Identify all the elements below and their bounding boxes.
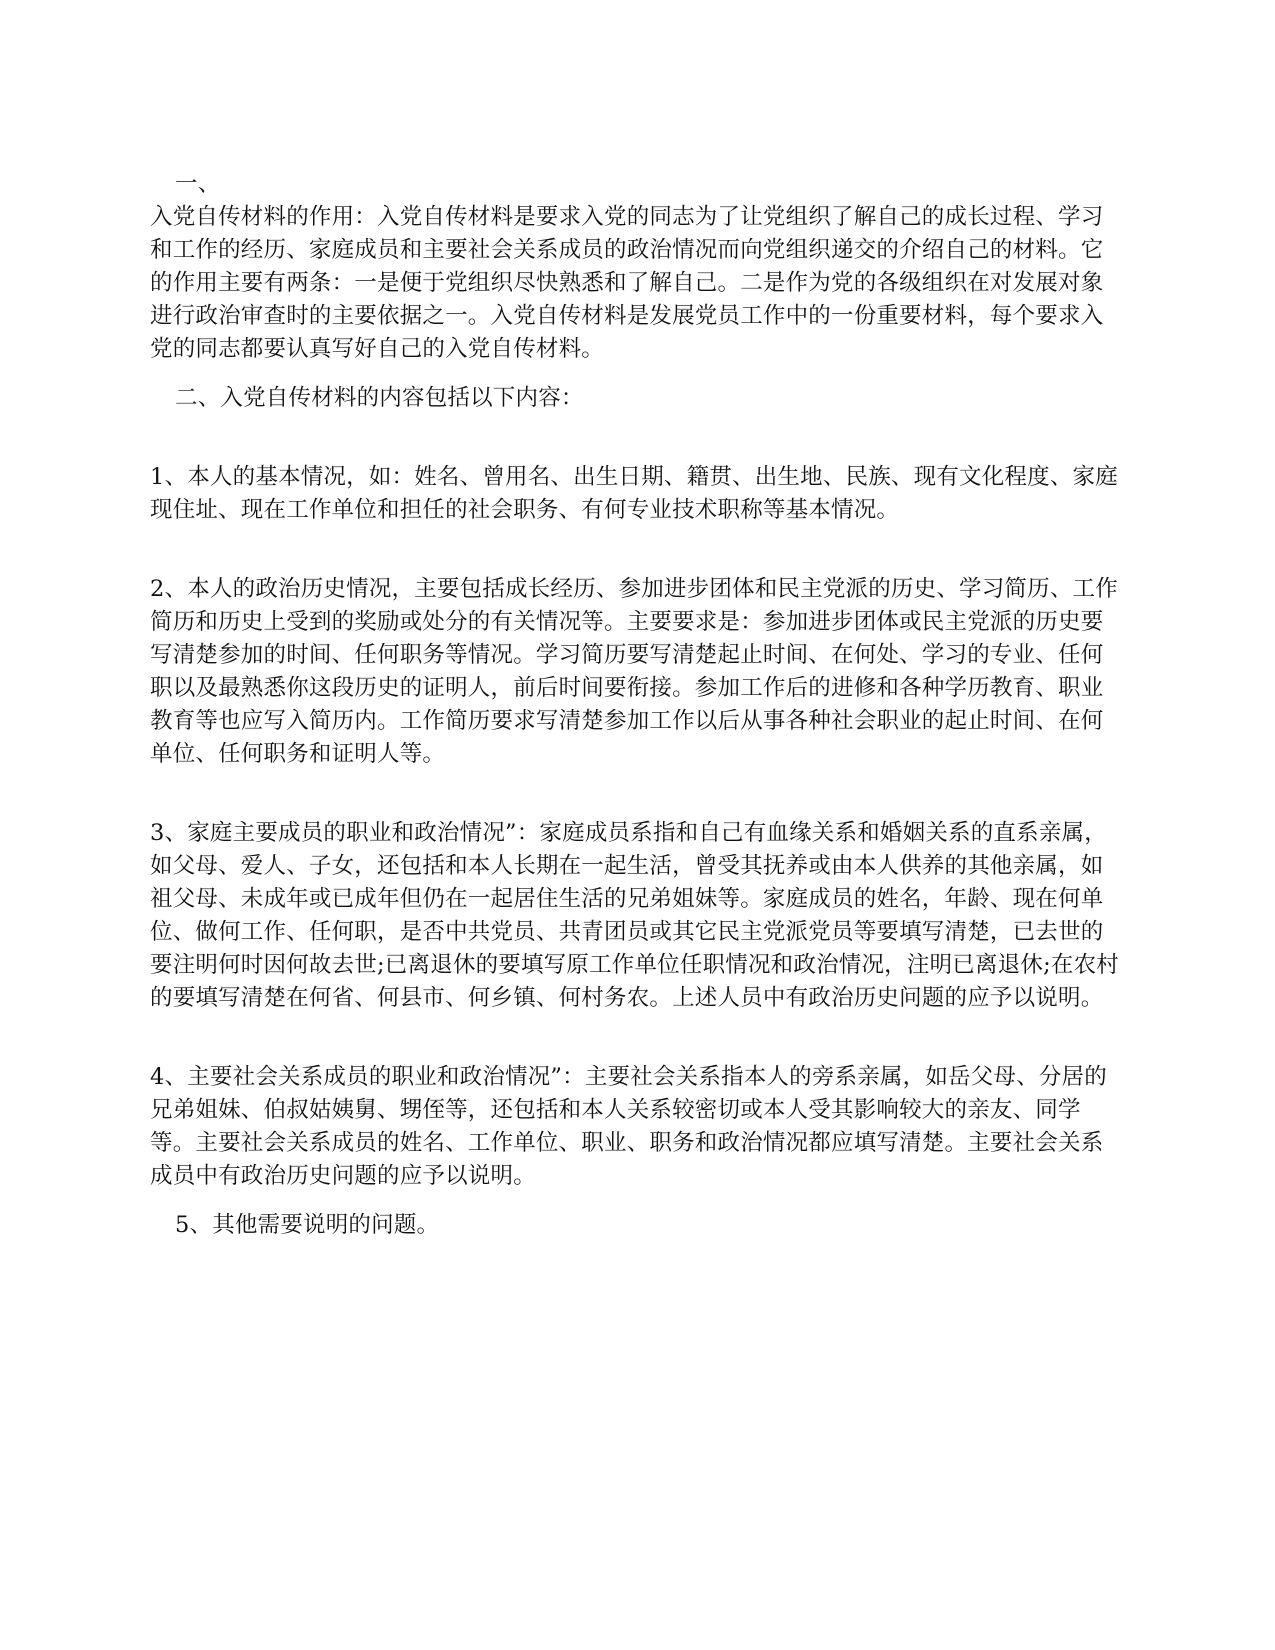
- paragraph-item-3: 3、家庭主要成员的职业和政治情况”：家庭成员系指和自己有血缘关系和婚姻关系的直系亲属，如父母、爱人、子女，还包括和本人长期在一起生活，曾受其抚养或由本人供养的其他亲属，如祖父母、未成年或已成年但仍在一起居住生活的兄弟姐妹等。家庭成员的姓名，年龄、现在何单位、做何工作、任何职，是否中共党员、共青团员或其它民主党派党员等要填写清楚，已去世的要注明何时因何故去世;已离退休的要填写原工作单位任职情况和政治情况，注明已离退休;在农村的要填写清楚在何省、何县市、何乡镇、何村务农。上述人员中有政治历史问题的应予以说明。: [150, 820, 1119, 1011]
- heading-section-two: 二、入党自传材料的内容包括以下内容：: [175, 385, 584, 411]
- paragraph-item-5: 5、其他需要说明的问题。: [175, 1212, 440, 1238]
- paragraph-item-1: 1、本人的基本情况，如：姓名、曾用名、出生日期、籍贯、出生地、民族、现有文化程度、家庭现住址、现在工作单位和担任的社会职务、有何专业技术职称等基本情况。: [150, 464, 1118, 523]
- paragraph-purpose: 入党自传材料的作用：入党自传材料是要求入党的同志为了让党组织了解自己的成长过程、学习和工作的经历、家庭成员和主要社会关系成员的政治情况而向党组织递交的介绍自己的材料。它的作用主要有两条：一是便于党组织尽快熟悉和了解自己。二是作为党的各级组织在对发展对象进行政治审查时的主要依据之一。入党自传材料是发展党员工作中的一份重要材料，每个要求入党的同志都要认真写好自己的入党自传材料。: [150, 204, 1104, 362]
- heading-section-one: 一、: [175, 171, 221, 197]
- document-page: [150, 168, 1125, 1242]
- paragraph-item-4: 4、主要社会关系成员的职业和政治情况”：主要社会关系指本人的旁系亲属，如岳父母、分居的兄弟姐妹、伯叔姑姨舅、甥侄等，还包括和本人关系较密切或本人受其影响较大的亲友、同学等。主要社会关系成员的姓名、工作单位、职业、职务和政治情况都应填写清楚。主要社会关系成员中有政治历史问题的应予以说明。: [150, 1064, 1107, 1189]
- paragraph-item-2: 2、本人的政治历史情况，主要包括成长经历、参加进步团体和民主党派的历史、学习简历、工作简历和历史上受到的奖励或处分的有关情况等。主要要求是：参加进步团体或民主党派的历史要写清楚参加的时间、任何职务等情况。学习简历要写清楚起止时间、在何处、学习的专业、任何职以及最熟悉你这段历史的证明人，前后时间要衔接。参加工作后的进修和各种学历教育、职业教育等也应写入简历内。工作简历要求写清楚参加工作以后从事各种社会职业的起止时间、在何单位、任何职务和证明人等。: [150, 576, 1118, 767]
